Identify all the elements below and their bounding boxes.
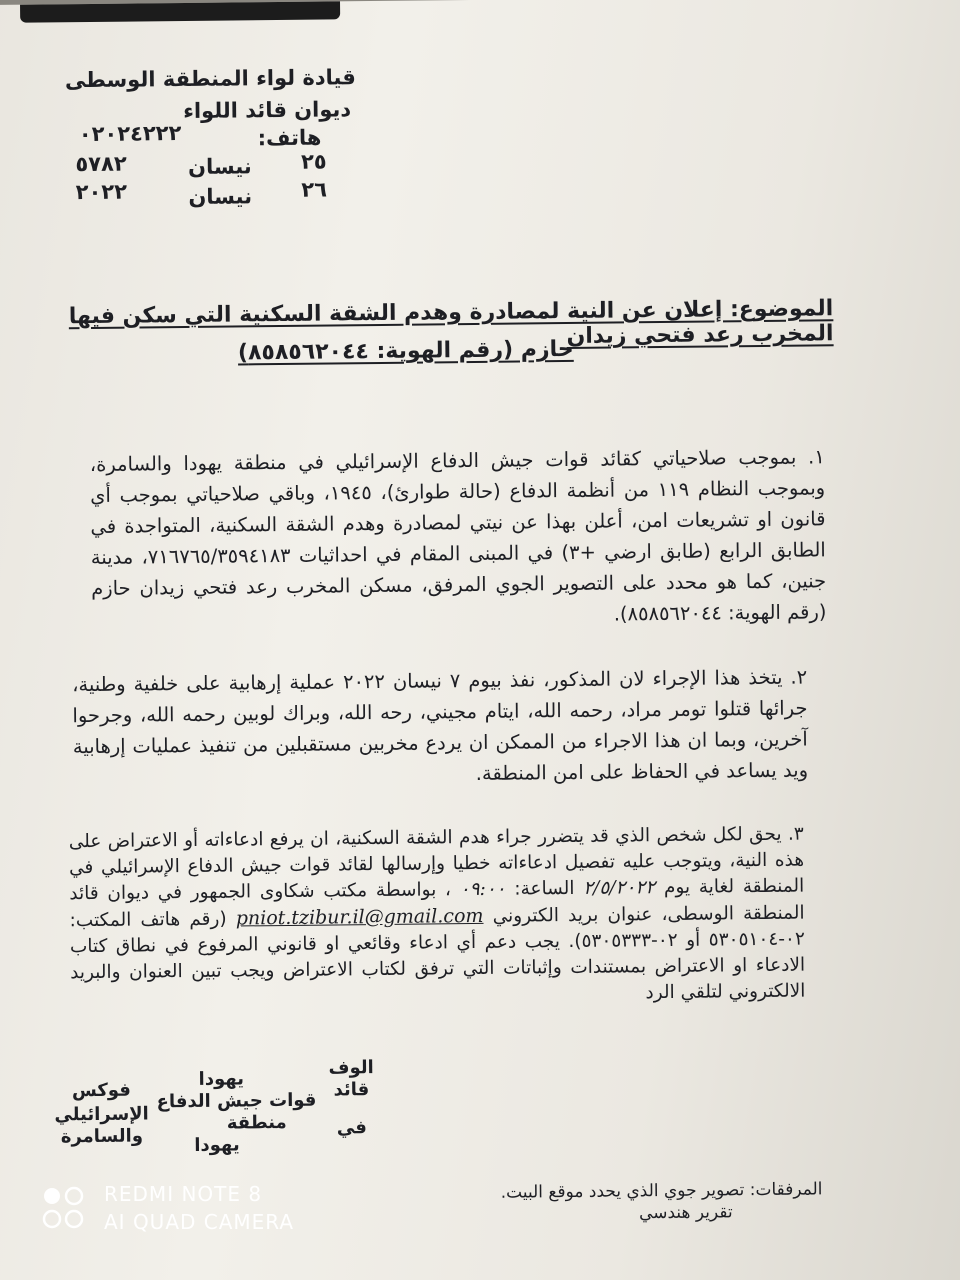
- sig-col3-line3: والسامرة: [60, 1125, 144, 1148]
- sig-col2-line3: منطقة: [226, 1111, 287, 1134]
- attachments-label: المرفقات: تصوير جوي الذي يحدد موقع البيت.: [500, 1179, 823, 1203]
- clip-shadow: [20, 1, 340, 22]
- attachments: [462, 1178, 822, 1226]
- header-date1-month: نيسان: [187, 154, 252, 179]
- paragraph-1: [90, 441, 827, 635]
- sig-col2-line4: يهودا: [194, 1134, 240, 1156]
- header-org-line1: قيادة لواء المنطقة الوسطى: [64, 65, 356, 93]
- email-link[interactable]: pniot.tzibur.il@gmail.com: [235, 904, 484, 930]
- header-org-line2: ديوان قائد اللواء: [183, 97, 352, 124]
- sig-col1-line1: الوف: [328, 1057, 374, 1079]
- time-label: الساعة:: [514, 877, 575, 900]
- header-date2-year: ٢٠٢٢: [75, 179, 128, 205]
- paragraph-3: [69, 822, 806, 1013]
- sig-col1-line2: قائد: [333, 1079, 370, 1101]
- deadline-date: ٢/٥/٢٠٢٢: [583, 877, 656, 899]
- attachments-item2: تقرير هندسي: [638, 1202, 733, 1224]
- sig-col2-line1: يهودا: [198, 1068, 245, 1090]
- signature-col3: [51, 1079, 152, 1148]
- header-date2-day: ٢٦: [301, 177, 328, 202]
- paragraph-1-number: ١.: [807, 445, 825, 469]
- deadline-time: ٠٩:٠٠: [459, 878, 506, 901]
- header-phone-label: هاتف:: [257, 125, 322, 151]
- paragraph-3-number: ٣.: [787, 823, 804, 845]
- header-date2-month: نيسان: [188, 184, 253, 209]
- paragraph-3-text-after-email: (رقم هاتف المكتب: ٠٢-٥٣٠٥١٠٤ أو ٠٢-٥٣٠٥٣٣٣). يجب دعم أي ادعاء وقائعي او قانوني المرفوع في نطاق كتاب الادعاء او الاعتراض بمستندات وإثباتات التي ترفق لكتاب الاعتراض ويجب تبين العنوان والبريد الالكتروني لتلقي الرد: [69, 908, 806, 1004]
- sig-col2-line2: قوات جيش الدفاع: [156, 1089, 317, 1113]
- paragraph-3-text-before: يحق لكل شخص الذي قد يتضرر جراء هدم الشقة السكنية، ان يرفع ادعاءاته أو الاعتراض على هذه النية، ويتوجب عليه تفصيل ادعاءاته خطيا وإرسالها لقائد قوات جيش الدفاع الإسرائيلي في المنطقة لغاية يوم: [68, 823, 805, 899]
- paragraph-1-text: بموجب صلاحياتي كقائد قوات جيش الدفاع الإسرائيلي في منطقة يهودا والسامرة، وبموجب النظام ١١٩ من أنظمة الدفاع (حالة طوارئ)، ١٩٤٥، وباقي صلاحياتي بموجب أي قانون او تشريعات امن، أعلن بهذا عن نيتي لمصادرة وهدم الشقة السكنية، المتواجدة في الطابق الرابع (طابق ارضي +٣) في المبنى المقام في احداثيات ٧١٦٧٦٥/٣٥٩٤١٨٣، مدينة جنين، كما هو محدد على التصوير الجوي المرفق، مسكن المخرب رعد فتحي زيدان حازم (رقم الهوية: ٨٥٨٥٦٢٠٤٤).: [89, 445, 827, 626]
- paragraph-3-text-after-time: ، بواسطة مكتب شكاوى الجمهور في ديوان قائد المنطقة الوسطى، عنوان بريد الكتروني: [69, 879, 805, 927]
- sig-col3-line2: الإسرائيلي: [54, 1103, 149, 1126]
- header-phone-number: ٠٢٠٢٤٢٢٢: [78, 121, 182, 147]
- sig-col1-line3: في: [336, 1117, 367, 1139]
- signature-col2: [141, 1068, 332, 1158]
- header-date1-year: ٥٧٨٢: [75, 151, 127, 177]
- paragraph-2-text: يتخذ هذا الإجراء لان المذكور، نفذ بيوم ٧ نيسان ٢٠٢٢ عملية إرهابية على خلفية وطنية، جرائها قتلوا تومر مراد، رحمه الله، ايتام مجيني، رحه الله، وبراك لوبين رحمه الله، وجرحوا آخرين، وبما ان هذا الاجراء من الممكن ان يردع مخربين مستقبلين من تنفيذ عمليات إرهابية ويد يساعد في الحفاظ على امن المنطقة.: [72, 665, 809, 785]
- header-date1-day: ٢٥: [300, 149, 327, 174]
- paragraph-2: [72, 662, 808, 794]
- watermark-camera: AI QUAD CAMERA: [104, 1210, 295, 1234]
- subject-line2: حازم (رقم الهوية: ٨٥٨٥٦٢٠٤٤): [237, 336, 574, 366]
- sig-col3-line1: فوكس: [71, 1079, 131, 1102]
- camera-lens-icon: [40, 1186, 90, 1230]
- subject-line1: الموضوع: إعلان عن النية لمصادرة وهدم الشقة السكنية التي سكن فيها المخرب رعد فتحي زيدان: [68, 296, 834, 350]
- watermark-model: REDMI NOTE 8: [104, 1182, 263, 1206]
- paragraph-2-number: ٢.: [790, 665, 808, 689]
